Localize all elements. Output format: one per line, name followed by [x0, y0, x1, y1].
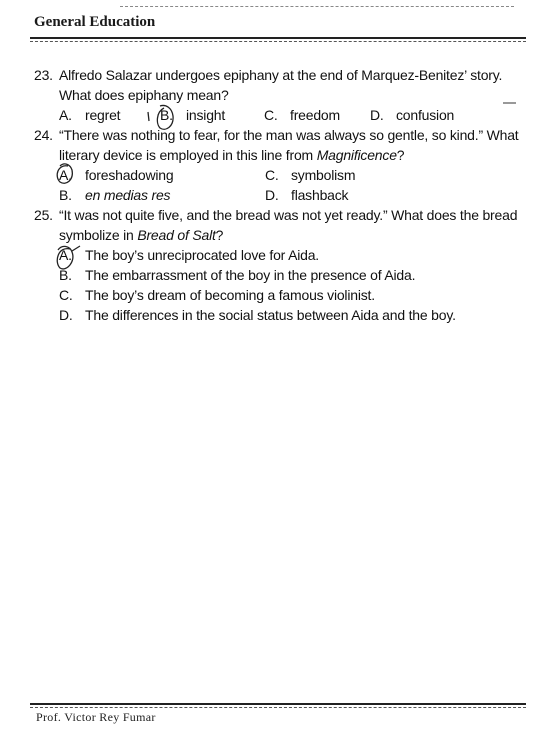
option-letter: C.	[59, 287, 73, 303]
question-text: “There was nothing to fear, for the man was always so gentle, so kind.” What	[59, 127, 519, 143]
question-text-part: ?	[396, 147, 405, 163]
answer-options	[34, 165, 530, 205]
option-text: confusion	[396, 107, 455, 123]
question-text-continued: What does epiphany mean?	[59, 87, 229, 103]
top-scan-marks	[120, 6, 514, 7]
option-text: The embarrassment of the boy in the presence of Aida.	[85, 267, 416, 283]
option-a[interactable]	[34, 245, 530, 265]
option-c[interactable]	[265, 165, 465, 185]
question-text-part: symbolize in	[59, 227, 138, 243]
option-d[interactable]	[265, 185, 465, 205]
footer-rule-secondary	[30, 707, 526, 708]
option-c[interactable]	[34, 285, 530, 305]
footer-rule	[30, 703, 526, 705]
option-a[interactable]	[59, 105, 160, 125]
footer-author: Prof. Victor Rey Fumar	[36, 710, 156, 724]
header-rule-secondary	[30, 41, 526, 42]
option-letter: D.	[265, 187, 279, 203]
question-text: Alfredo Salazar undergoes epiphany at the end of Marquez-Benitez’ story.	[59, 67, 503, 83]
option-letter: A.	[59, 167, 72, 183]
question-text-continued	[34, 225, 530, 245]
option-letter: C.	[265, 167, 279, 183]
question-23	[34, 65, 530, 125]
option-letter: A.	[59, 107, 72, 123]
option-letter: B.	[160, 107, 173, 123]
question-number: 24.	[34, 127, 53, 143]
option-text: regret	[85, 107, 121, 123]
header-rule	[30, 37, 526, 39]
question-24	[34, 125, 530, 205]
option-text: symbolism	[291, 167, 356, 183]
option-d[interactable]	[370, 105, 454, 125]
question-text-part: ?	[215, 227, 224, 243]
option-a[interactable]	[59, 165, 265, 185]
option-b[interactable]	[160, 105, 264, 125]
question-25	[34, 205, 530, 325]
option-b[interactable]	[59, 185, 265, 205]
option-b[interactable]	[34, 265, 530, 285]
question-number: 23.	[34, 67, 53, 83]
option-text: freedom	[290, 107, 340, 123]
page-header-title: General Education	[34, 14, 156, 30]
option-letter: C.	[264, 107, 278, 123]
question-text: “It was not quite five, and the bread was not yet ready.” What does the bread	[59, 207, 518, 223]
option-letter: D.	[59, 307, 73, 323]
option-text: The boy’s dream of becoming a famous violinist.	[85, 287, 375, 303]
question-text-part: literary device is employed in this line from	[59, 147, 317, 163]
option-c[interactable]	[264, 105, 370, 125]
option-letter: A.	[59, 247, 72, 263]
answer-options	[34, 245, 530, 325]
question-text-continued	[34, 145, 530, 165]
question-list	[34, 65, 530, 325]
answer-options	[34, 105, 530, 125]
story-title: Magnificence	[316, 147, 397, 163]
option-letter: D.	[370, 107, 384, 123]
option-text: The boy’s unreciprocated love for Aida.	[85, 247, 319, 263]
option-d[interactable]	[34, 305, 530, 325]
option-letter: B.	[59, 187, 72, 203]
option-text: foreshadowing	[85, 167, 174, 183]
option-text: flashback	[291, 187, 349, 203]
option-text: insight	[186, 107, 226, 123]
option-text: The differences in the social status between Aida and the boy.	[85, 307, 456, 323]
option-text: en medias res	[85, 187, 171, 203]
story-title: Bread of Salt	[137, 227, 216, 243]
question-number: 25.	[34, 207, 53, 223]
option-letter: B.	[59, 267, 72, 283]
